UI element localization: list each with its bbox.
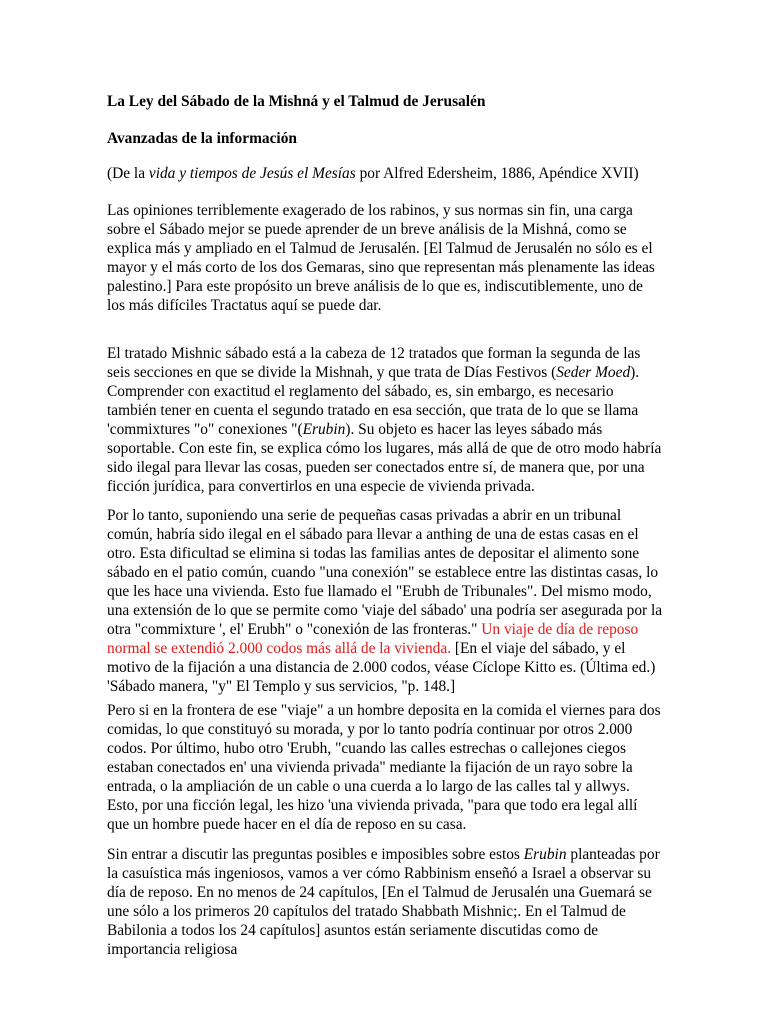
paragraph-5 — [107, 845, 663, 959]
paragraph-2-erubin: Erubin — [302, 421, 346, 438]
paragraph-2 — [107, 344, 663, 496]
paragraph-5-text-c: planteadas por la casuística más ingeniosos, vamos a ver cómo Rabbinism enseñó a Israel a observar su día de reposo. En no menos de 24 capítulos, [En el Talmud de Jerusalén una Guemará se une sólo a los primeros 20 capítulos del tratado Shabbath Mishnic;. En el Talmud de Babilonia a todos los 24 capítulos] asuntos están seriamente discutidas como de importancia religiosa — [107, 846, 660, 958]
paragraph-3 — [107, 506, 663, 696]
paragraph-3-highlight: Un viaje de día de reposo normal se extendió 2.000 codos más allá de la vivienda. — [107, 621, 639, 657]
source-suffix: por Alfred Edersheim, 1886, Apéndice XVII) — [355, 165, 639, 182]
paragraph-2-text-e: ). Su objeto es hacer las leyes sábado más soportable. Con este fin, se explica cómo los lugares, más allá de que de otro modo habría sido ilegal para llevar las cosas, pueden ser conectados entre sí, de manera que, por una ficción jurídica, para convertirlos en una especie de vivienda privada. — [107, 421, 662, 495]
paragraph-2-seder-moed: Seder Moed — [556, 364, 631, 381]
document-title: La Ley del Sábado de la Mishná y el Talmud de Jerusalén — [107, 93, 486, 110]
paragraph-3-text-c: [En el viaje del sábado, y el motivo de la fijación a una distancia de 2.000 codos, véase Cíclope Kitto es. (Última ed.) 'Sábado manera, "y" El Templo y sus servicios, "p. 148.] — [107, 640, 656, 695]
paragraph-2-text-c: ). Comprender con exactitud el reglamento del sábado, es, sin embargo, es necesario también tener en cuenta el segundo tratado en esa sección, que trata de lo que se llama 'commixtures "o" conexiones "( — [107, 364, 640, 438]
paragraph-1: Las opiniones terriblemente exagerado de los rabinos, y sus normas sin fin, una carga sobre el Sábado mejor se puede aprender de un breve análisis de la Mishná, como se explica más y ampliado en el Talmud de Jerusalén. [El Talmud de Jerusalén no sólo es el mayor y el más corto de los dos Gemaras, sino que representan más plenamente las ideas palestino.] Para este propósito un breve análisis de lo que es, indiscutiblemente, uno de los más difíciles Tractatus aquí se puede dar. — [107, 202, 655, 314]
paragraph-3-text-a: Por lo tanto, suponiendo una serie de pequeñas casas privadas a abrir en un tribunal común, habría sido ilegal en el sábado para llevar a anthing de una de estas casas en el otro. Esta dificultad se elimina si todas las familias antes de depositar el alimento sone sábado en el patio común, cuando "una conexión" se establece entre las distintas casas, lo que les hace una vivienda. Esto fue llamado el "Erubh de Tribunales". Del mismo modo, una extensión de lo que se permite como 'viaje del sábado' una podría ser asegurada por la otra "commixture ', el' Erubh" o "conexión de las fronteras." — [107, 507, 663, 638]
source-citation — [107, 164, 663, 183]
paragraph-4: Pero si en la frontera de ese "viaje" a un hombre deposita en la comida el viernes para dos comidas, lo que constituyó su morada, y por lo tanto podría continuar por otros 2.000 codos. Por último, hubo otro 'Erubh, "cuando las calles estrechas o callejones ciegos estaban conectados en' una vivienda privada" mediante la fijación de un rayo sobre la entrada, o la ampliación de un cable o una cuerda a lo largo de las calles tal y allwys. Esto, por una ficción legal, les hizo 'una vivienda privada, "para que todo era legal allí que un hombre puede hacer en el día de reposo en su casa. — [107, 702, 661, 833]
paragraph-5-text-a: Sin entrar a discutir las preguntas posibles e imposibles sobre estos — [107, 846, 524, 863]
paragraph-2-text-a: El tratado Mishnic sábado está a la cabeza de 12 tratados que forman la segunda de las seis secciones en que se divide la Mishnah, y que trata de Días Festivos ( — [107, 345, 641, 381]
paragraph-5-erubin: Erubin — [523, 846, 567, 863]
source-book-title: vida y tiempos de Jesús el Mesías — [148, 165, 356, 182]
source-prefix: (De la — [107, 165, 149, 182]
document-subtitle: Avanzadas de la información — [107, 130, 297, 147]
